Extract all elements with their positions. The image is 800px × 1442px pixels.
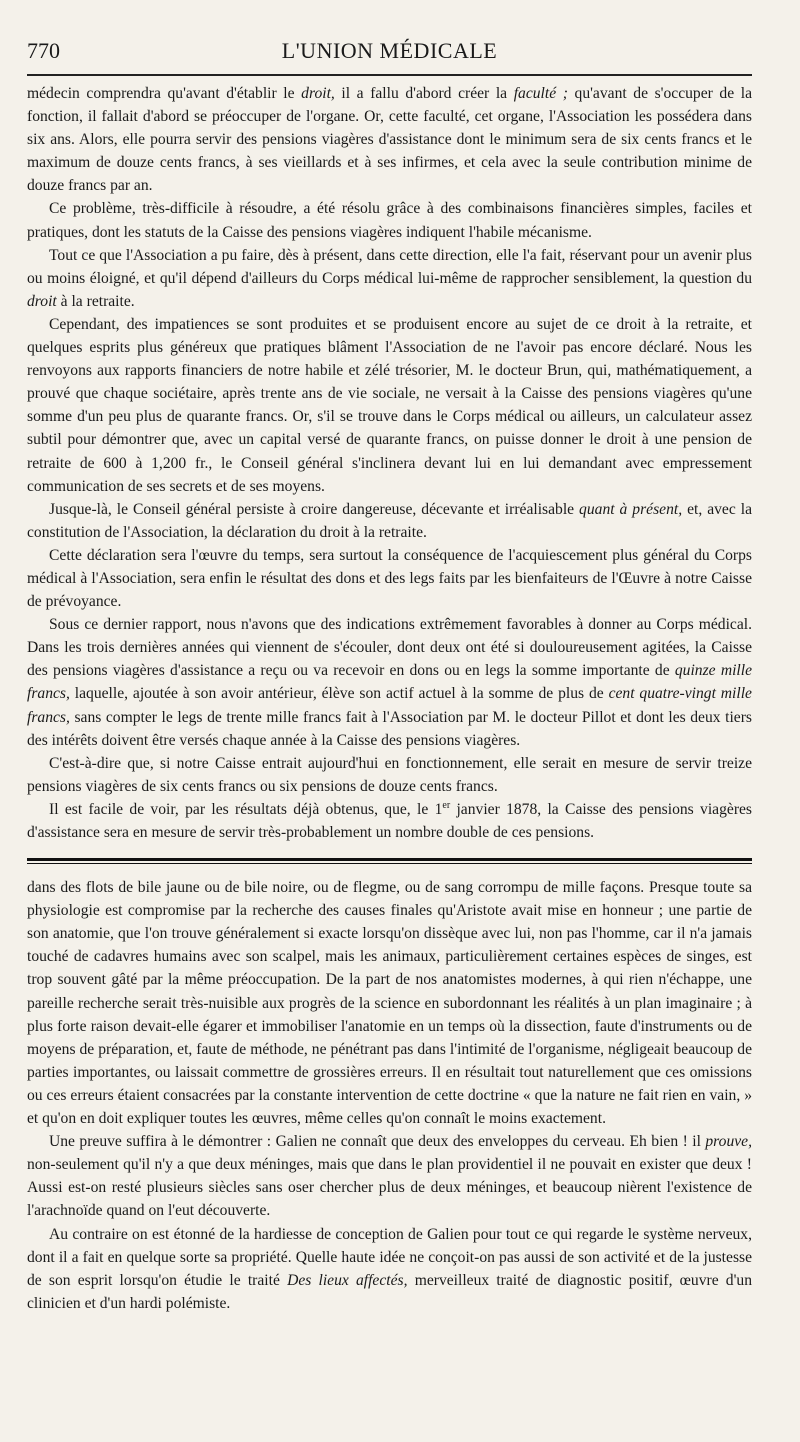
text-run: laquelle, ajoutée à son avoir antérieur, élève son actif actuel à la somme de plus de	[69, 685, 609, 703]
paragraph	[27, 876, 752, 1130]
text-run: Ce problème, très-difficile à résoudre, a été résolu grâce à des combinaisons financières simples, faciles et pratiques, dont les statuts de la Caisse des pensions viagères indiquent l'habile mécanisme.	[27, 200, 752, 241]
text-run: à la retraite.	[56, 292, 135, 310]
italic-text: quant à présent,	[579, 500, 683, 518]
text-run: janvier 1878, la Caisse des pensions viagères d'assistance sera en mesure de servir très-probablement un nombre double de ces pensions.	[27, 800, 753, 841]
paragraph	[27, 752, 752, 798]
text-run: non-seulement qu'il n'y a que deux méninges, mais que dans le plan providentiel il ne pouvait en exister que deux ! Aussi est-on resté plusieurs siècles sans oser chercher plus de deux méninges, et beaucoup nièrent l'existence de l'arachnoïde quand on l'eut découverte.	[27, 1156, 752, 1220]
running-title: L'UNION MÉDICALE	[281, 38, 498, 63]
text-run: Sous ce dernier rapport, nous n'avons que des indications extrêmement favorables à donner au Corps médical. Dans les trois dernières années qui viennent de s'écouler, dont deux ont été si douloureusement agitées, la Caisse des pensions viagères d'assistance a reçu ou va recevoir en dons ou en legs la somme importante de	[27, 616, 752, 680]
paragraph	[27, 244, 752, 313]
paragraph	[27, 498, 752, 544]
text-run: Cependant, des impatiences se sont produites et se produisent encore au sujet de ce droit à la retraite, et quelques esprits plus généreux que pratiques blâment l'Association de ne l'avoir pas encore déclaré. Nous les renvoyons aux rapports financiers de notre habile et zélé trésorier, M. le docteur Brun, qui, mathématiquement, a prouvé que chaque sociétaire, après trente ans de vie sociale, ne versait à la Caisse des pensions viagères qu'une somme d'un peu plus de quarante francs. Or, s'il se trouve dans le Corps médical ou ailleurs, un calculateur assez subtil pour démontrer que, avec un capital versé de quarante francs, on puisse donner le droit à une pension de retraite de 600 à 1,200 fr., le Conseil général s'inclinera devant lui en lui demandant avec empressement communication de ses secrets et de ses moyens.	[27, 315, 752, 495]
text-run: C'est-à-dire que, si notre Caisse entrait aujourd'hui en fonctionnement, elle serait en mesure de servir treize pensions viagères de six cents francs ou six pensions de douze cents francs.	[27, 754, 752, 795]
paragraph	[27, 313, 752, 498]
italic-text: quinze mille francs,	[27, 662, 753, 703]
feuilleton-section	[27, 876, 752, 1315]
text-run: Une preuve suffira à le démontrer : Galien ne connaît que deux des enveloppes du cerveau. Eh bien ! il	[49, 1133, 706, 1151]
text-run: Tout ce que l'Association a pu faire, dès à présent, dans cette direction, elle l'a fait, réservant pour un avenir plus ou moins éloigné, et qu'il dépend d'ailleurs du Corps médical lui-même de rapprocher sensiblement, la question du	[27, 246, 752, 287]
paragraph	[27, 613, 752, 752]
text-run: merveilleux traité de diagnostic positif, œuvre d'un clinicien et d'un hardi polémiste.	[27, 1271, 753, 1312]
italic-text: faculté ;	[513, 85, 568, 102]
text-run: dans des flots de bile jaune ou de bile noire, ou de flegme, ou de sang corrompu de mille façons. Presque toute sa physiologie est compromise par la recherche des causes finales qu'Aristote avait mise en honneur ; une partie de son anatomie, que l'on trouve généralement si exacte lorsqu'on dissèque avec lui, non pas l'homme, car il n'a jamais touché de cadavres humains avec son scalpel, mais les animaux, particulièrement certaines espèces de singes, est trop souvent gâté par la même préoccupation. De la part de nos anatomistes modernes, à qui rien n'échappe, une pareille recherche serait très-nuisible aux progrès de la science en subordonnant les réalités à un plan imaginaire ; à plus forte raison devait-elle égarer et immobiliser l'anatomie en un temps où la dissection, faute d'instruments ou de moyens de préparation, et, faute de méthode, ne pénétrant pas dans l'intimité de l'organisme, négligeait beaucoup de parties importantes, ou laissait commettre de grossières erreurs. Il en résultait tout naturellement que ces omissions ou ces erreurs étaient consacrées par la constante intervention de cette doctrine « que la nature ne fait rien en vain, » et qu'on en doit expliquer toutes les œuvres, même celles qu'on connaît le moins exactement.	[27, 879, 752, 1128]
header-rule	[27, 74, 752, 76]
page-number: 770	[27, 38, 60, 63]
text-run: qu'avant de s'occuper de la fonction, il fallait d'abord se préoccuper de l'organe. Or, cette faculté, cet organe, l'Association les possédera dans six ans. Alors, elle pourra servir des pensions viagères d'assistance dont le minimum sera de six cents francs et le maximum de douze cents francs, à ses vieillards et à ses infirmes, et cela avec la seule contribution minime de douze francs par an.	[27, 85, 753, 195]
paragraph	[27, 544, 752, 613]
running-header	[27, 34, 752, 68]
text-run: il a fallu d'abord créer la	[334, 85, 514, 102]
text-run: médecin comprendra qu'avant d'établir le	[27, 85, 302, 102]
italic-text: prouve,	[705, 1133, 752, 1151]
main-article-section	[27, 82, 752, 844]
paragraph	[27, 1130, 752, 1222]
text-run: et, avec la constitution de l'Association, la déclaration du droit à la retraite.	[27, 500, 752, 541]
italic-text: droit	[27, 292, 57, 310]
text-run: Il est facile de voir, par les résultats déjà obtenus, que, le 1	[49, 800, 443, 818]
text-run: Cette déclaration sera l'œuvre du temps, sera surtout la conséquence de l'acquiescement plus général du Corps médical à l'Association, sera enfin le résultat des dons et des legs faits par les bienfaiteurs de l'Œuvre à notre Caisse de prévoyance.	[27, 546, 752, 611]
paragraph	[27, 1223, 752, 1315]
paragraph	[27, 82, 752, 197]
text-run: sans compter le legs de trente mille francs fait à l'Association par M. le docteur Pillot et dont les deux tiers des intérêts doivent être versés chaque année à la Caisse des pensions viagères.	[27, 708, 752, 749]
paragraph	[27, 197, 752, 243]
section-divider	[27, 858, 752, 864]
text-run: Au contraire on est étonné de la hardiesse de conception de Galien pour tout ce qui regarde le système nerveux, dont il a fait en quelque sorte sa propriété. Quelle haute idée ne conçoit-on pas aussi de son activité et de la justesse de son esprit lorsqu'on étudie le traité	[27, 1225, 752, 1289]
text-run: Jusque-là, le Conseil général persiste à croire dangereuse, décevante et irréalisable	[49, 500, 580, 518]
italic-text: Des lieux affectés,	[287, 1271, 408, 1289]
italic-text: cent quatre-vingt mille francs,	[27, 685, 752, 726]
paragraph	[27, 798, 752, 844]
superscript-text: er	[442, 799, 451, 811]
italic-text: droit,	[301, 85, 335, 102]
